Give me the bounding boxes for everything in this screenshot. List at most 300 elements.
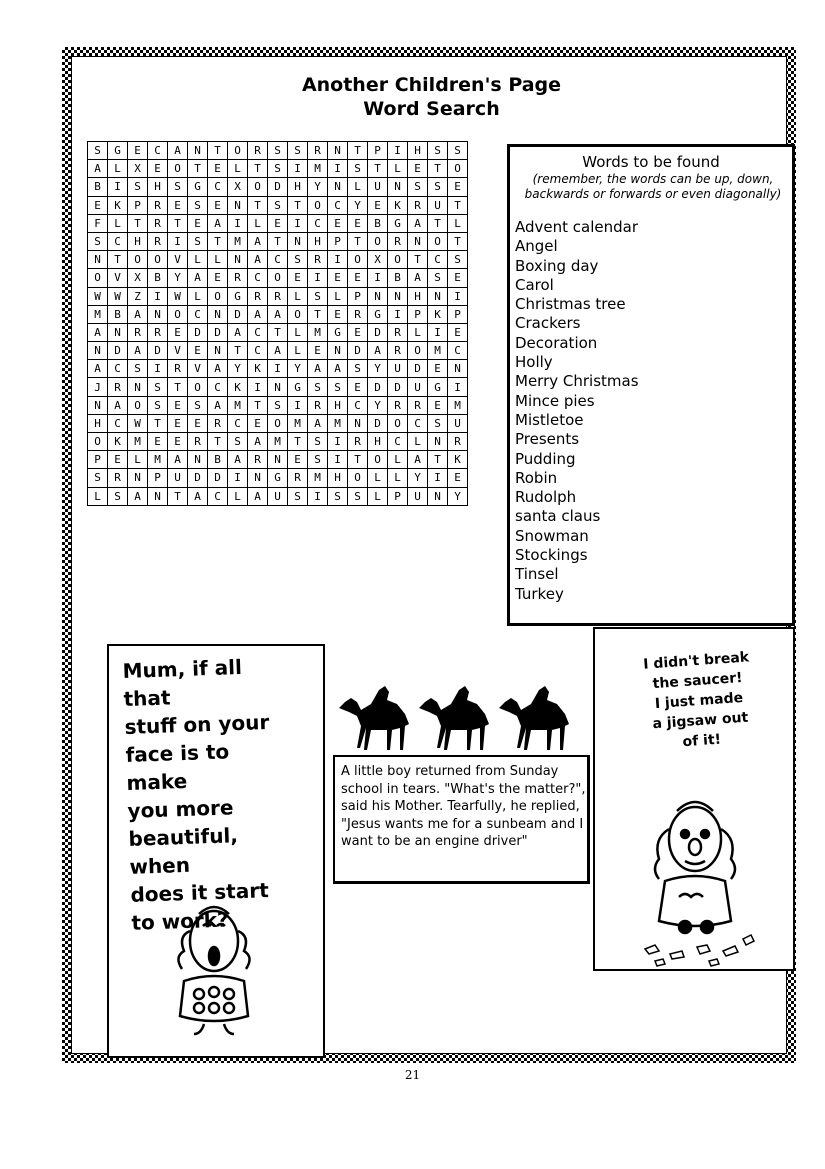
caption-line: I didn't break	[642, 649, 750, 673]
grid-letter: C	[148, 142, 168, 160]
grid-letter: L	[208, 251, 228, 269]
grid-letter: I	[308, 269, 328, 287]
grid-letter: L	[188, 251, 208, 269]
grid-letter: E	[428, 360, 448, 378]
three-wise-men-camels-icon	[340, 682, 580, 752]
grid-letter: A	[248, 251, 268, 269]
word-item: santa claus	[515, 507, 601, 526]
word-item: Turkey	[515, 584, 564, 603]
grid-letter: R	[148, 214, 168, 232]
word-item: Presents	[515, 430, 580, 449]
grid-letter: N	[328, 178, 348, 196]
grid-letter: P	[88, 451, 108, 469]
grid-letter: E	[188, 414, 208, 432]
grid-row	[88, 323, 468, 341]
grid-letter: T	[448, 232, 468, 250]
grid-letter: Y	[168, 269, 188, 287]
grid-letter: O	[228, 142, 248, 160]
caption-line: face is to make	[125, 739, 230, 795]
grid-letter: D	[208, 323, 228, 341]
grid-letter: T	[188, 160, 208, 178]
grid-letter: M	[428, 342, 448, 360]
grid-row	[88, 378, 468, 396]
grid-letter: S	[268, 396, 288, 414]
grid-letter: K	[108, 433, 128, 451]
grid-letter: L	[388, 451, 408, 469]
caption-line: Mum, if all that	[122, 654, 243, 712]
grid-letter: S	[88, 142, 108, 160]
grid-letter: C	[308, 214, 328, 232]
grid-letter: E	[88, 196, 108, 214]
grid-letter: R	[408, 196, 428, 214]
grid-letter: R	[308, 251, 328, 269]
grid-letter: V	[188, 360, 208, 378]
grid-row	[88, 469, 468, 487]
grid-letter: I	[428, 323, 448, 341]
grid-letter: X	[128, 160, 148, 178]
grid-letter: M	[148, 451, 168, 469]
grid-letter: I	[448, 287, 468, 305]
grid-letter: N	[348, 414, 368, 432]
grid-letter: C	[108, 414, 128, 432]
grid-letter: E	[188, 342, 208, 360]
grid-letter: E	[188, 214, 208, 232]
grid-letter: N	[428, 433, 448, 451]
grid-letter: R	[268, 287, 288, 305]
grid-letter: R	[308, 142, 328, 160]
grid-letter: N	[288, 232, 308, 250]
grid-letter: C	[388, 433, 408, 451]
word-item: Robin	[515, 468, 558, 487]
grid-letter: S	[168, 178, 188, 196]
grid-letter: E	[108, 451, 128, 469]
grid-letter: F	[88, 214, 108, 232]
grid-letter: D	[388, 378, 408, 396]
grid-letter: V	[168, 251, 188, 269]
grid-letter: E	[328, 269, 348, 287]
grid-row	[88, 305, 468, 323]
grid-letter: B	[388, 269, 408, 287]
grid-letter: R	[228, 269, 248, 287]
grid-letter: P	[368, 142, 388, 160]
grid-letter: K	[248, 360, 268, 378]
grid-letter: M	[228, 232, 248, 250]
grid-letter: R	[388, 396, 408, 414]
grid-letter: E	[148, 433, 168, 451]
grid-letter: T	[168, 214, 188, 232]
grid-letter: T	[348, 451, 368, 469]
grid-row	[88, 214, 468, 232]
grid-letter: N	[188, 451, 208, 469]
grid-letter: W	[168, 287, 188, 305]
grid-letter: T	[348, 142, 368, 160]
grid-letter: S	[348, 360, 368, 378]
grid-letter: T	[288, 196, 308, 214]
grid-letter: T	[348, 232, 368, 250]
grid-letter: W	[88, 287, 108, 305]
grid-letter: D	[348, 342, 368, 360]
grid-letter: T	[248, 396, 268, 414]
word-item: Boxing day	[515, 256, 599, 275]
girl-with-broken-saucer-icon	[635, 789, 765, 969]
grid-letter: O	[348, 469, 368, 487]
grid-letter: X	[228, 178, 248, 196]
grid-letter: A	[408, 269, 428, 287]
grid-letter: O	[408, 342, 428, 360]
caption-line: I just made	[654, 689, 744, 713]
grid-letter: A	[248, 305, 268, 323]
grid-letter: T	[208, 142, 228, 160]
grid-letter: G	[328, 323, 348, 341]
grid-letter: T	[288, 433, 308, 451]
grid-letter: O	[128, 251, 148, 269]
grid-letter: G	[428, 378, 448, 396]
grid-letter: R	[348, 433, 368, 451]
grid-letter: R	[388, 232, 408, 250]
grid-letter: O	[148, 251, 168, 269]
grid-letter: T	[128, 214, 148, 232]
grid-letter: S	[288, 251, 308, 269]
grid-letter: E	[448, 269, 468, 287]
grid-letter: A	[268, 305, 288, 323]
grid-letter: T	[208, 433, 228, 451]
grid-letter: E	[288, 269, 308, 287]
grid-letter: S	[348, 160, 368, 178]
caption-line: the saucer!	[652, 669, 743, 693]
grid-letter: A	[168, 142, 188, 160]
grid-letter: U	[408, 378, 428, 396]
grid-letter: L	[188, 287, 208, 305]
grid-letter: T	[368, 160, 388, 178]
grid-letter: B	[88, 178, 108, 196]
grid-letter: T	[248, 160, 268, 178]
grid-letter: N	[408, 232, 428, 250]
grid-letter: C	[208, 178, 228, 196]
grid-letter: P	[348, 287, 368, 305]
grid-letter: M	[308, 160, 328, 178]
grid-letter: D	[108, 342, 128, 360]
grid-letter: A	[168, 451, 188, 469]
grid-letter: H	[88, 414, 108, 432]
grid-letter: R	[148, 196, 168, 214]
grid-row	[88, 433, 468, 451]
grid-letter: R	[408, 396, 428, 414]
grid-letter: A	[308, 360, 328, 378]
grid-letter: T	[308, 305, 328, 323]
grid-letter: L	[368, 487, 388, 505]
grid-letter: U	[428, 196, 448, 214]
grid-letter: M	[308, 323, 328, 341]
grid-letter: R	[388, 323, 408, 341]
cartoon-right-panel	[593, 627, 795, 971]
grid-letter: N	[88, 342, 108, 360]
grid-letter: S	[428, 142, 448, 160]
grid-letter: C	[248, 342, 268, 360]
grid-letter: T	[428, 214, 448, 232]
grid-letter: O	[188, 378, 208, 396]
grid-letter: C	[208, 378, 228, 396]
grid-letter: D	[228, 305, 248, 323]
grid-letter: N	[368, 287, 388, 305]
grid-letter: A	[188, 487, 208, 505]
grid-letter: T	[108, 251, 128, 269]
grid-letter: S	[328, 378, 348, 396]
grid-letter: S	[268, 160, 288, 178]
grid-letter: H	[308, 232, 328, 250]
grid-letter: S	[188, 196, 208, 214]
grid-letter: C	[328, 196, 348, 214]
grid-letter: A	[248, 232, 268, 250]
grid-letter: I	[288, 160, 308, 178]
grid-letter: R	[148, 232, 168, 250]
grid-letter: S	[288, 487, 308, 505]
word-item: Merry Christmas	[515, 372, 639, 391]
grid-letter: D	[208, 469, 228, 487]
grid-letter: L	[328, 287, 348, 305]
grid-letter: N	[128, 469, 148, 487]
grid-letter: B	[208, 451, 228, 469]
grid-letter: N	[188, 142, 208, 160]
grid-letter: S	[308, 287, 328, 305]
grid-letter: C	[188, 305, 208, 323]
word-item: Decoration	[515, 333, 598, 352]
grid-letter: T	[448, 196, 468, 214]
grid-letter: A	[128, 305, 148, 323]
grid-letter: I	[388, 142, 408, 160]
grid-letter: I	[328, 451, 348, 469]
grid-letter: L	[408, 433, 428, 451]
grid-letter: S	[268, 196, 288, 214]
grid-letter: K	[428, 305, 448, 323]
grid-letter: D	[368, 323, 388, 341]
words-to-find-box	[507, 144, 795, 626]
grid-letter: L	[368, 469, 388, 487]
grid-letter: A	[208, 214, 228, 232]
grid-letter: P	[448, 305, 468, 323]
grid-row	[88, 269, 468, 287]
grid-letter: C	[348, 396, 368, 414]
grid-letter: M	[268, 433, 288, 451]
grid-letter: T	[208, 232, 228, 250]
words-list	[515, 218, 639, 604]
word-search-grid	[87, 141, 468, 506]
grid-letter: V	[108, 269, 128, 287]
grid-letter: L	[288, 342, 308, 360]
grid-letter: L	[108, 160, 128, 178]
joke-text: A little boy returned from Sunday school in tears. "What's the matter?", said his Mother. Tearfully, he replied, "Jesus wants me for a sunbeam and I want to be an engine driver"	[341, 764, 586, 849]
grid-letter: S	[328, 487, 348, 505]
grid-letter: O	[168, 305, 188, 323]
grid-letter: N	[88, 396, 108, 414]
grid-letter: E	[408, 160, 428, 178]
grid-letter: E	[428, 396, 448, 414]
grid-letter: Y	[368, 396, 388, 414]
grid-letter: L	[248, 214, 268, 232]
grid-letter: A	[88, 160, 108, 178]
grid-letter: A	[408, 451, 428, 469]
word-item: Carol	[515, 275, 554, 294]
grid-letter: C	[268, 251, 288, 269]
grid-letter: T	[428, 451, 448, 469]
grid-letter: O	[368, 232, 388, 250]
grid-letter: S	[408, 178, 428, 196]
caption-line: of it!	[682, 731, 722, 751]
grid-letter: E	[328, 214, 348, 232]
grid-letter: R	[348, 305, 368, 323]
grid-letter: H	[368, 433, 388, 451]
grid-letter: U	[268, 487, 288, 505]
grid-letter: G	[268, 469, 288, 487]
grid-letter: Z	[128, 287, 148, 305]
grid-letter: A	[248, 487, 268, 505]
grid-letter: Y	[308, 178, 328, 196]
grid-letter: I	[368, 269, 388, 287]
grid-letter: S	[148, 378, 168, 396]
grid-letter: B	[108, 305, 128, 323]
joke-box	[333, 755, 590, 884]
word-item: Angel	[515, 237, 558, 256]
grid-letter: L	[228, 160, 248, 178]
grid-letter: A	[368, 342, 388, 360]
grid-letter: O	[288, 305, 308, 323]
grid-letter: P	[128, 196, 148, 214]
grid-letter: E	[168, 323, 188, 341]
grid-letter: N	[448, 360, 468, 378]
grid-letter: U	[388, 360, 408, 378]
grid-letter: R	[168, 360, 188, 378]
grid-letter: I	[288, 214, 308, 232]
grid-row	[88, 287, 468, 305]
caption-line: to work?	[131, 907, 230, 935]
grid-letter: Y	[228, 360, 248, 378]
grid-letter: O	[128, 396, 148, 414]
grid-letter: I	[268, 360, 288, 378]
word-item: Mince pies	[515, 391, 595, 410]
grid-letter: E	[348, 214, 368, 232]
grid-row	[88, 196, 468, 214]
grid-letter: I	[328, 160, 348, 178]
grid-letter: R	[388, 342, 408, 360]
grid-letter: T	[168, 378, 188, 396]
word-item: Tinsel	[515, 565, 559, 584]
word-item: Christmas tree	[515, 295, 626, 314]
grid-letter: E	[208, 269, 228, 287]
grid-letter: Y	[348, 196, 368, 214]
grid-letter: R	[128, 323, 148, 341]
grid-letter: C	[208, 487, 228, 505]
grid-letter: I	[148, 287, 168, 305]
grid-letter: O	[428, 232, 448, 250]
grid-letter: O	[208, 287, 228, 305]
grid-letter: S	[288, 142, 308, 160]
grid-letter: O	[248, 178, 268, 196]
grid-letter: I	[288, 396, 308, 414]
grid-letter: T	[148, 414, 168, 432]
grid-row	[88, 451, 468, 469]
grid-letter: I	[308, 487, 328, 505]
grid-letter: O	[368, 451, 388, 469]
grid-letter: T	[168, 487, 188, 505]
grid-letter: D	[188, 323, 208, 341]
grid-letter: I	[108, 178, 128, 196]
grid-letter: A	[128, 487, 148, 505]
grid-letter: L	[408, 323, 428, 341]
grid-letter: T	[408, 251, 428, 269]
grid-letter: C	[408, 414, 428, 432]
grid-letter: C	[428, 251, 448, 269]
grid-letter: S	[128, 360, 148, 378]
page-subtitle: Word Search	[363, 98, 500, 120]
grid-letter: N	[228, 251, 248, 269]
grid-letter: S	[448, 251, 468, 269]
grid-letter: E	[448, 323, 468, 341]
grid-row	[88, 160, 468, 178]
grid-letter: B	[368, 214, 388, 232]
grid-letter: T	[268, 232, 288, 250]
grid-letter: E	[368, 196, 388, 214]
grid-row	[88, 232, 468, 250]
grid-letter: R	[148, 323, 168, 341]
grid-letter: A	[268, 342, 288, 360]
grid-letter: A	[308, 414, 328, 432]
word-item: Snowman	[515, 526, 589, 545]
caption-line: does it start	[130, 878, 270, 907]
grid-letter: E	[268, 214, 288, 232]
grid-letter: L	[288, 287, 308, 305]
grid-letter: E	[328, 305, 348, 323]
grid-letter: Y	[448, 487, 468, 505]
grid-letter: O	[268, 269, 288, 287]
grid-letter: I	[328, 433, 348, 451]
grid-letter: A	[328, 360, 348, 378]
grid-row	[88, 178, 468, 196]
grid-letter: M	[328, 414, 348, 432]
grid-letter: S	[428, 269, 448, 287]
grid-letter: H	[148, 178, 168, 196]
grid-letter: E	[348, 378, 368, 396]
grid-letter: U	[168, 469, 188, 487]
grid-letter: I	[148, 360, 168, 378]
grid-letter: M	[228, 396, 248, 414]
grid-letter: V	[168, 342, 188, 360]
grid-letter: A	[108, 396, 128, 414]
grid-letter: D	[148, 342, 168, 360]
grid-letter: C	[108, 232, 128, 250]
girl-drawing-icon	[159, 886, 279, 1036]
page-title: Another Children's Page	[301, 74, 562, 96]
grid-letter: N	[128, 378, 148, 396]
grid-letter: E	[148, 160, 168, 178]
grid-letter: R	[248, 287, 268, 305]
grid-letter: G	[288, 378, 308, 396]
word-item: Advent calendar	[515, 218, 639, 236]
grid-letter: L	[228, 487, 248, 505]
grid-row	[88, 251, 468, 269]
caption-line: a jigsaw out	[652, 709, 749, 733]
grid-letter: L	[88, 487, 108, 505]
grid-letter: K	[388, 196, 408, 214]
grid-letter: Y	[368, 360, 388, 378]
grid-letter: E	[168, 196, 188, 214]
grid-letter: S	[108, 487, 128, 505]
grid-letter: A	[228, 451, 248, 469]
grid-letter: S	[428, 414, 448, 432]
grid-letter: O	[448, 160, 468, 178]
grid-letter: D	[408, 360, 428, 378]
grid-letter: S	[228, 433, 248, 451]
grid-letter: S	[88, 469, 108, 487]
grid-letter: S	[268, 142, 288, 160]
